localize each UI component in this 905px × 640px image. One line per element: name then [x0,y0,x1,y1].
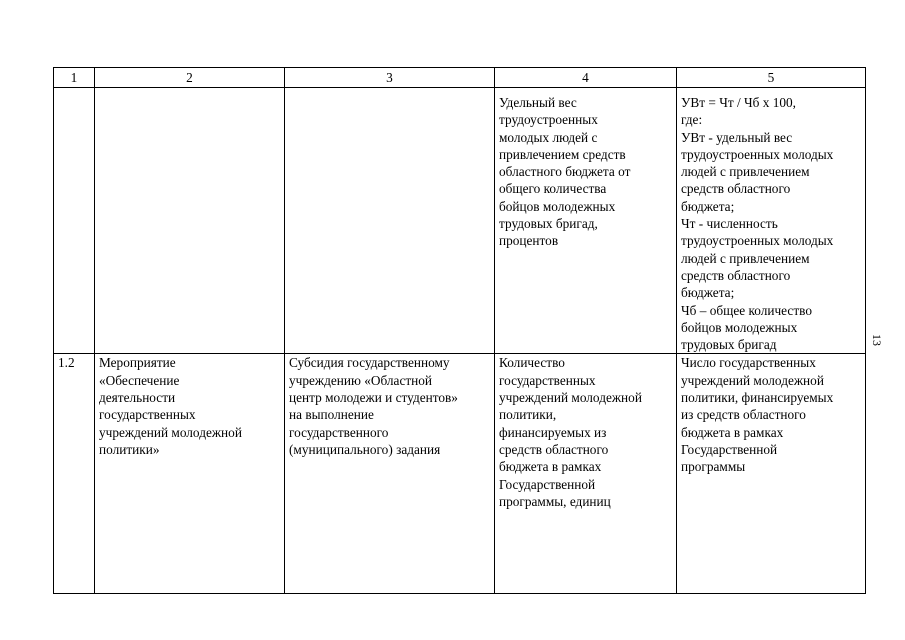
row1-description-cell [285,88,495,354]
row1-event-cell [95,88,285,354]
row2-formula-cell: Число государственных учреждений молодежной политики, финансируемых из средств областного бюджета в рамках Государственной программы [677,354,866,594]
header-cell-2: 2 [95,68,285,88]
row1-indicator-cell: Удельный вес трудоустроенных молодых людей с привлечением средств областного бюджета от общего количества бойцов молодежных трудовых бригад, процентов [495,88,677,354]
row2-description-cell: Субсидия государственному учреждению «Областной центр молодежи и студентов» на выполнение государственного (муниципального) задания [285,354,495,594]
table-header-row [54,68,866,88]
row2-number-cell: 1.2 [54,354,95,594]
table-row [54,88,866,354]
table-row [54,354,866,594]
page-number: 13 [870,334,884,346]
header-cell-4: 4 [495,68,677,88]
header-cell-1: 1 [54,68,95,88]
row1-number-cell [54,88,95,354]
header-cell-5: 5 [677,68,866,88]
header-cell-3: 3 [285,68,495,88]
row2-event-cell: Мероприятие «Обеспечение деятельности государственных учреждений молодежной политики» [95,354,285,594]
data-table [53,67,866,594]
row1-formula-cell: УВт = Чт / Чб х 100, где: УВт - удельный вес трудоустроенных молодых людей с привлечением средств областного бюджета; Чт - численность трудоустроенных молодых людей с привлечением средств областного бюджета; Чб – общее количество бойцов молодежных трудовых бригад [677,88,866,354]
row2-indicator-cell: Количество государственных учреждений молодежной политики, финансируемых из средств областного бюджета в рамках Государственной программы, единиц [495,354,677,594]
